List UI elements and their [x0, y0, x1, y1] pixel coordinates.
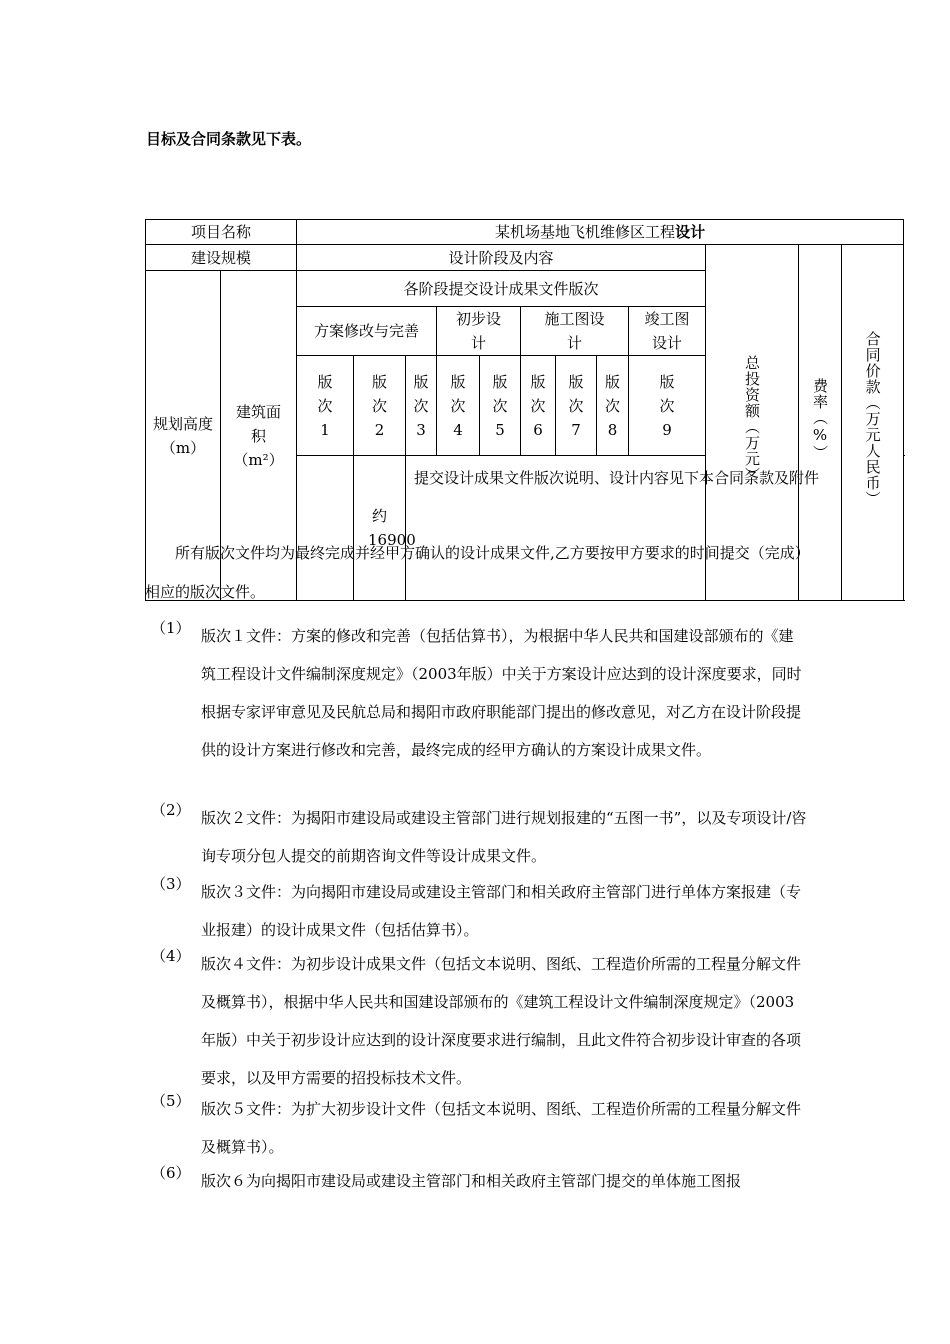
item-text: 版次５文件：为扩大初步设计文件（包括文本说明、图纸、工程造价所需的工程量分解文件及概算书）。 [201, 1100, 802, 1156]
version-cell: 版次5 [480, 356, 521, 456]
item-text: 版次３文件：为向揭阳市建设局或建设主管部门和相关政府主管部门进行单体方案报建（专业报建）的设计成果文件（包括估算书）。 [201, 883, 802, 939]
version-cell: 版次2 [354, 356, 406, 456]
price-header: 合同价款（万元人民币） [842, 245, 904, 601]
stage-scheme: 方案修改与完善 [297, 307, 437, 356]
description-value: 提交设计成果文件版次说明、设计内容见下本合同条款及附件 [406, 456, 842, 601]
version-cell: 版次1 [297, 356, 354, 456]
height-header: 规划高度（m） [146, 271, 221, 601]
list-item [145, 1090, 807, 1166]
list-item [145, 617, 807, 769]
list-item [145, 873, 807, 949]
submit-label: 各阶段提交设计成果文件版次 [297, 271, 706, 307]
stage-preliminary: 初步设计 [437, 307, 521, 356]
intro-paragraph: 所有版次文件均为最终完成并经甲方确认的设计成果文件,乙方要按甲方要求的时间提交（完成）相应的版次文件。 [145, 544, 803, 601]
scale-label: 建设规模 [146, 245, 297, 271]
page-heading: 目标及合同条款见下表。 [146, 130, 312, 148]
stage-completion: 竣工图设计 [629, 307, 706, 356]
item-number: （4） [151, 947, 191, 965]
rate-header: 费率（%） [799, 245, 842, 601]
item-text: 版次１文件：方案的修改和完善（包括估算书），为根据中华人民共和国建设部颁布的《建筑工程设计文件编制深度规定》（2003年版）中关于方案设计应达到的设计深度要求，同时根据专家评审意见及民航总局和揭阳市政府职能部门提出的修改意见，对乙方在设计阶段提供的设计方案进行修改和完善，最终完成的经甲方确认的方案设计成果文件。 [201, 627, 802, 759]
stage-construction: 施工图设计 [521, 307, 629, 356]
item-text: 版次６为向揭阳市建设局或建设主管部门和相关政府主管部门提交的单体施工图报 [201, 1172, 742, 1190]
list-item [145, 1162, 807, 1200]
item-number: （2） [151, 801, 191, 819]
version-cell: 版次3 [406, 356, 437, 456]
item-text: 版次４文件：为初步设计成果文件（包括文本说明、图纸、工程造价所需的工程量分解文件及概算书），根据中华人民共和国建设部颁布的《建筑工程设计文件编制深度规定》（2003年版）中关于初步设计应达到的设计深度要求进行编制，且此文件符合初步设计审查的各项要求，以及甲方需要的招投标技术文件。 [201, 955, 802, 1087]
version-cell: 版次4 [437, 356, 480, 456]
item-number: （1） [151, 619, 191, 637]
list-item [145, 799, 807, 875]
stage-label: 设计阶段及内容 [297, 245, 706, 271]
item-number: （3） [151, 875, 191, 893]
version-cell: 版次7 [556, 356, 597, 456]
version-cell: 版次6 [521, 356, 556, 456]
item-number: （6） [151, 1164, 191, 1182]
list-item [145, 945, 807, 1097]
area-value: 约16900 [354, 456, 406, 601]
area-header: 建筑面积（m²） [221, 271, 297, 601]
version-cell: 版次8 [597, 356, 629, 456]
project-name: 某机场基地飞机维修区工程设计 [297, 220, 904, 245]
item-number: （5） [151, 1092, 191, 1110]
version-cell: 版次9 [629, 356, 706, 456]
total-invest-header: 总投资额（万元） [706, 245, 799, 601]
project-name-label: 项目名称 [146, 220, 297, 245]
item-text: 版次２文件：为揭阳市建设局或建设主管部门进行规划报建的“五图一书”，以及专项设计/咨询专项分包人提交的前期咨询文件等设计成果文件。 [201, 809, 807, 865]
